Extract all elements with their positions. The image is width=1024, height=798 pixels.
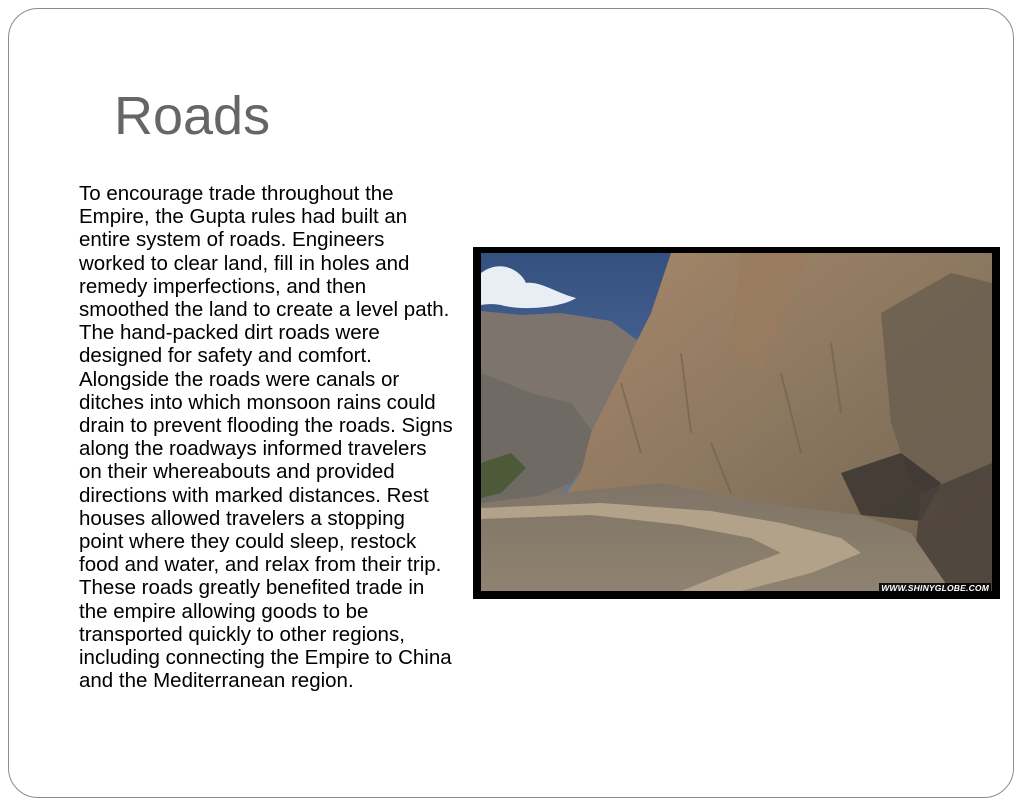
body-text: To encourage trade throughout the Empire, the Gupta rules had built an entire system of roads. Engineers worked to clear land, fill in holes and remedy imperfections, and then smoothed the land to create a level path. The hand-packed dirt roads were designed for safety and comfort. Alongside the roads were canals or ditches into which monsoon rains could drain to prevent flooding the roads. Signs along the roadways informed travelers on their whereabouts and provided directions with marked distances. Rest houses allowed travelers a stopping point where they could sleep, restock food and water, and relax from their trip. These roads greatly benefited trade in the empire allowing goods to be transported quickly to other regions, including connecting the Empire to China and the Mediterranean region. bbox=[79, 182, 453, 693]
slide-title: Roads bbox=[114, 86, 271, 146]
mountain-road-photo bbox=[473, 247, 1000, 599]
mountain-road-image bbox=[481, 253, 992, 591]
watermark-text: WWW.SHINYGLOBE.COM bbox=[881, 583, 989, 593]
